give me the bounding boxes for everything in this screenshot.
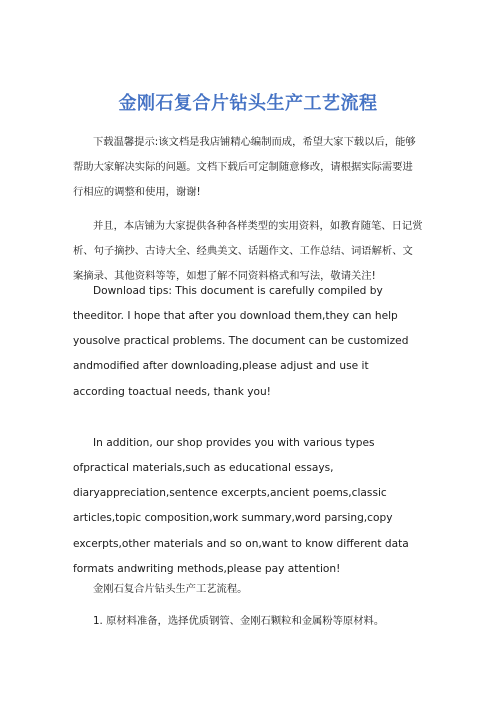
- document-title: 金刚石复合片钻头生产工艺流程: [118, 93, 378, 114]
- shop-intro-paragraph-cn: 并且，本店铺为大家提供各种各样类型的实用资料，如教育随笔、日记赏析、句子摘抄、古诗大全、经典美文、话题作文、工作总结、词语解析、文案摘录、其他资料等等，如想了解不同资料格式和写法，敬请关注!: [73, 220, 423, 283]
- section-heading-paragraph: 金刚石复合片钻头生产工艺流程。: [93, 583, 248, 596]
- shop-intro-paragraph-en: In addition, our shop provides you with various types ofpractical materials,such as educational essays, diaryappreciation,sentence excerpts,ancient poems,classic articles,topic composition,work summary,word parsing,copy excerpts,other materials and so on,want to know different data formats andwriting methods,please pay attention!: [73, 436, 409, 576]
- download-tip-paragraph-cn: 下载温馨提示:该文档是我店铺精心编制而成，希望大家下载以后，能够帮助大家解决实际的问题。文档下载后可定制随意修改，请根据实际需要进行相应的调整和使用，谢谢!: [73, 136, 416, 199]
- step-1-paragraph: 1. 原材料准备，选择优质钢管、金刚石颗粒和金属粉等原材料。: [93, 615, 385, 628]
- download-tip-paragraph-en: Download tips: This document is carefully compiled by theeditor. I hope that after you download them,they can help yousolve practical problems. The document can be customized andmodified after downloading,please adjust and use it according toactual needs, thank you!: [73, 284, 409, 398]
